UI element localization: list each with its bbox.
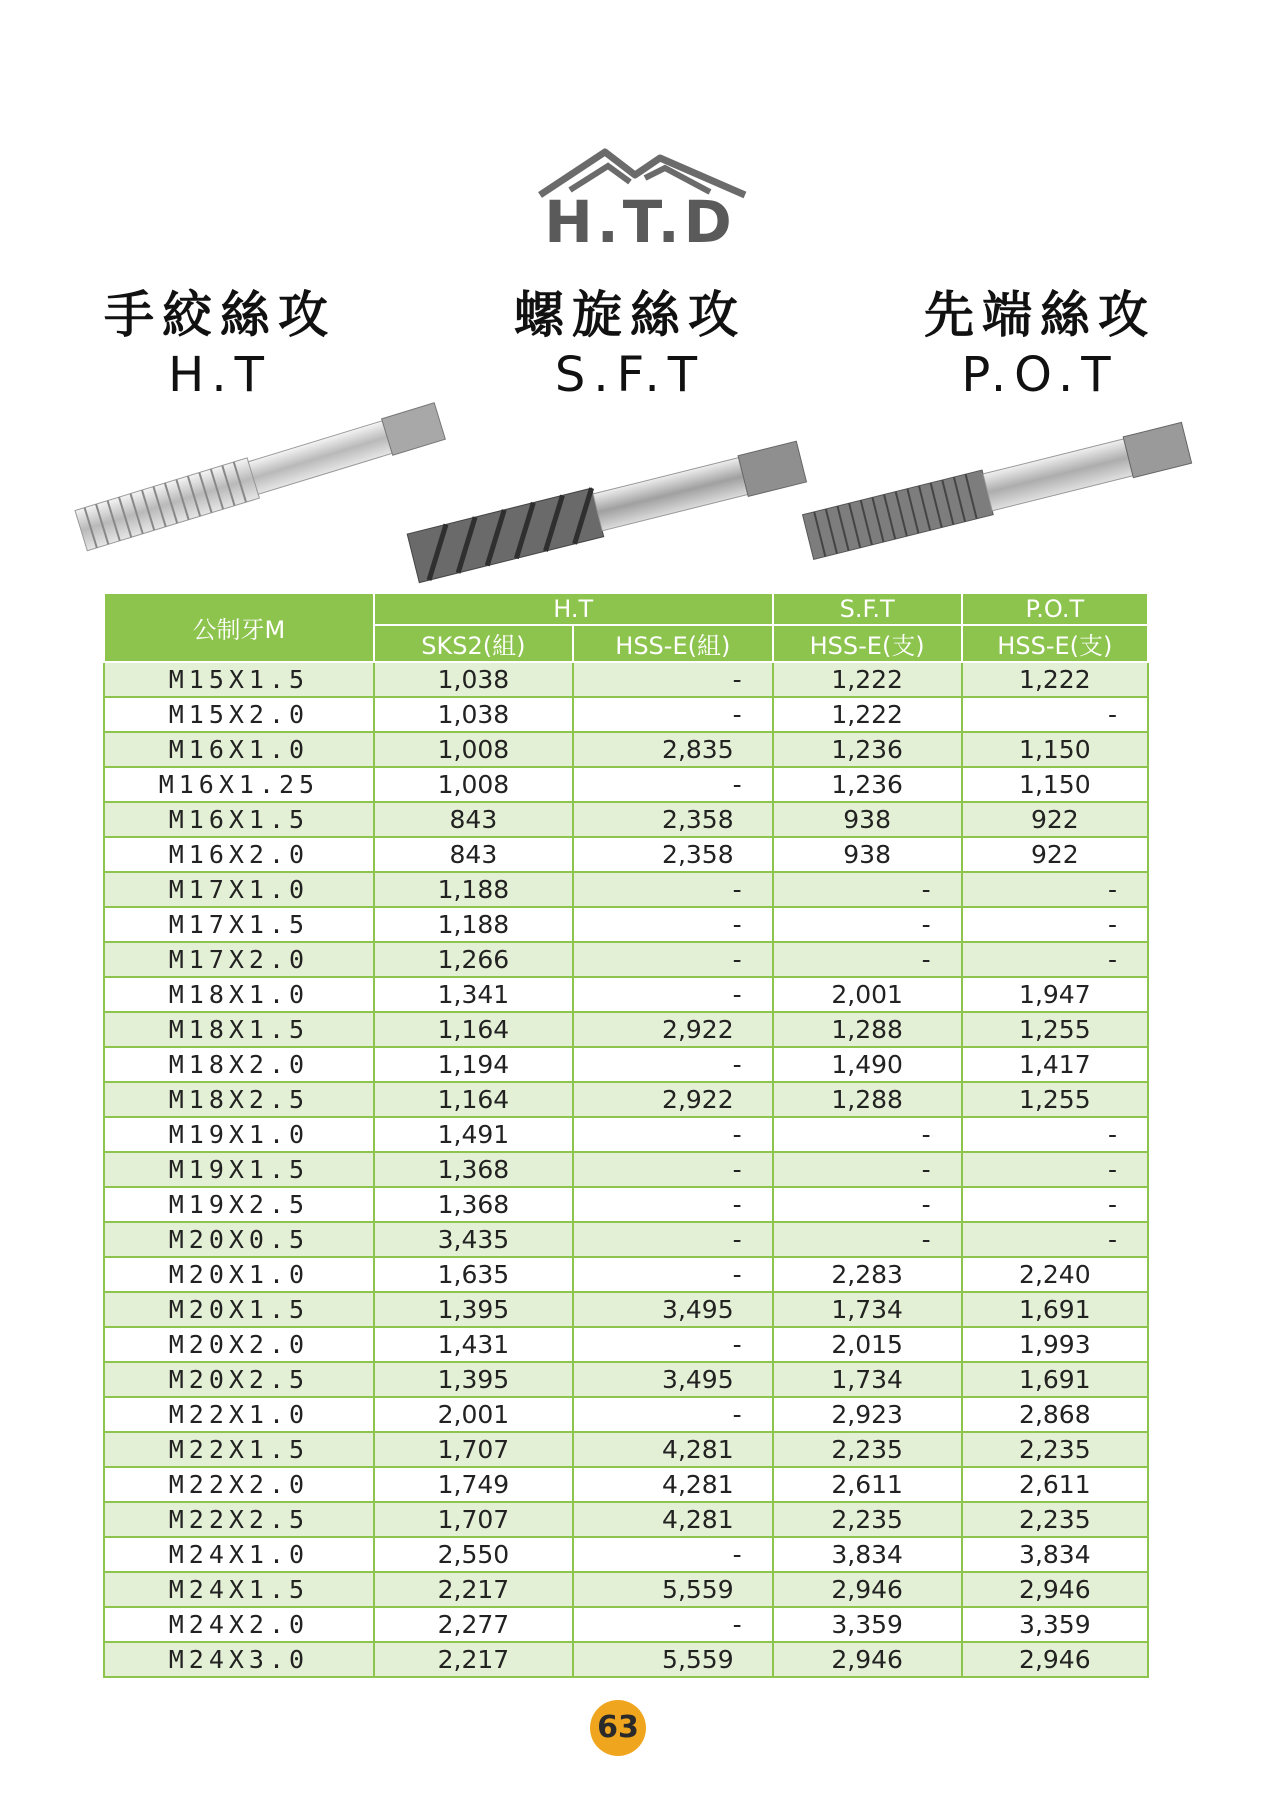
table-row [104, 872, 1148, 907]
table-row [104, 697, 1148, 732]
cell-pot-hss: 1,150 [962, 732, 1148, 767]
cell-size: M16X1.5 [104, 802, 374, 837]
cell-ht-sks2: 1,749 [374, 1467, 573, 1502]
cell-pot-hss: 1,417 [962, 1047, 1148, 1082]
product-heading-sft [480, 285, 780, 405]
table-row [104, 1537, 1148, 1572]
header-metric-size: 公制牙M [104, 593, 374, 662]
cell-pot-hss: 1,947 [962, 977, 1148, 1012]
cell-ht-hss: - [573, 1537, 773, 1572]
cell-ht-hss: 2,358 [573, 802, 773, 837]
cell-sft-hss: 2,015 [773, 1327, 962, 1362]
header-group-pot: P.O.T [962, 593, 1148, 625]
table-row [104, 1362, 1148, 1397]
cell-ht-hss: - [573, 1222, 773, 1257]
cell-sft-hss: 938 [773, 802, 962, 837]
cell-pot-hss: 1,691 [962, 1362, 1148, 1397]
cell-pot-hss: 2,868 [962, 1397, 1148, 1432]
cell-size: M15X2.0 [104, 697, 374, 732]
cell-ht-sks2: 1,266 [374, 942, 573, 977]
cell-ht-sks2: 1,164 [374, 1012, 573, 1047]
cell-ht-sks2: 2,217 [374, 1642, 573, 1677]
cell-ht-sks2: 1,038 [374, 697, 573, 732]
cell-pot-hss: - [962, 872, 1148, 907]
table-row [104, 802, 1148, 837]
product-name-zh: 手絞絲攻 [104, 286, 336, 344]
cell-size: M18X1.5 [104, 1012, 374, 1047]
cell-ht-sks2: 2,217 [374, 1572, 573, 1607]
cell-ht-sks2: 2,001 [374, 1397, 573, 1432]
cell-ht-hss: 5,559 [573, 1572, 773, 1607]
cell-ht-sks2: 3,435 [374, 1222, 573, 1257]
header-hss-set: HSS-E(組) [573, 625, 773, 662]
product-heading-pot [890, 285, 1190, 405]
price-table [103, 592, 1149, 1678]
point-tap-image [800, 390, 1200, 570]
cell-sft-hss: - [773, 1117, 962, 1152]
cell-pot-hss: 2,235 [962, 1432, 1148, 1467]
cell-ht-sks2: 1,164 [374, 1082, 573, 1117]
cell-pot-hss: 2,946 [962, 1642, 1148, 1677]
cell-ht-sks2: 2,277 [374, 1607, 573, 1642]
cell-ht-hss: 4,281 [573, 1502, 773, 1537]
brand-logo [520, 140, 760, 260]
cell-pot-hss: - [962, 942, 1148, 977]
cell-ht-hss: 2,922 [573, 1082, 773, 1117]
cell-sft-hss: 2,235 [773, 1502, 962, 1537]
cell-ht-hss: - [573, 1397, 773, 1432]
cell-size: M18X1.0 [104, 977, 374, 1012]
cell-size: M22X1.5 [104, 1432, 374, 1467]
cell-ht-sks2: 1,635 [374, 1257, 573, 1292]
table-row [104, 1572, 1148, 1607]
cell-ht-hss: 4,281 [573, 1467, 773, 1502]
cell-ht-sks2: 1,341 [374, 977, 573, 1012]
header-group-ht: H.T [374, 593, 773, 625]
cell-size: M22X2.5 [104, 1502, 374, 1537]
cell-size: M19X2.5 [104, 1187, 374, 1222]
table-row [104, 907, 1148, 942]
cell-ht-hss: - [573, 697, 773, 732]
cell-ht-hss: 3,495 [573, 1292, 773, 1327]
cell-sft-hss: 3,834 [773, 1537, 962, 1572]
cell-sft-hss: 938 [773, 837, 962, 872]
cell-pot-hss: 3,359 [962, 1607, 1148, 1642]
cell-ht-hss: - [573, 977, 773, 1012]
product-name-zh: 先端絲攻 [924, 286, 1156, 344]
cell-pot-hss: 1,255 [962, 1082, 1148, 1117]
cell-sft-hss: 3,359 [773, 1607, 962, 1642]
cell-ht-hss: - [573, 1117, 773, 1152]
cell-ht-hss: 3,495 [573, 1362, 773, 1397]
cell-pot-hss: 1,691 [962, 1292, 1148, 1327]
cell-ht-sks2: 1,368 [374, 1187, 573, 1222]
cell-ht-sks2: 1,491 [374, 1117, 573, 1152]
cell-sft-hss: 1,222 [773, 697, 962, 732]
cell-pot-hss: 2,235 [962, 1502, 1148, 1537]
product-code: H.T [168, 347, 272, 403]
cell-ht-hss: - [573, 872, 773, 907]
table-row [104, 1432, 1148, 1467]
table-row [104, 1152, 1148, 1187]
cell-pot-hss: - [962, 1117, 1148, 1152]
table-row [104, 1467, 1148, 1502]
table-body [104, 662, 1148, 1677]
header-group-sft: S.F.T [773, 593, 962, 625]
cell-sft-hss: - [773, 1187, 962, 1222]
cell-ht-hss: 5,559 [573, 1642, 773, 1677]
table-row [104, 732, 1148, 767]
table-row [104, 1047, 1148, 1082]
table-row [104, 662, 1148, 697]
cell-size: M20X1.5 [104, 1292, 374, 1327]
cell-pot-hss: - [962, 1152, 1148, 1187]
cell-ht-hss: - [573, 1152, 773, 1187]
cell-ht-sks2: 1,038 [374, 662, 573, 697]
table-row [104, 1222, 1148, 1257]
cell-size: M22X2.0 [104, 1467, 374, 1502]
cell-ht-hss: - [573, 907, 773, 942]
product-name-zh: 螺旋絲攻 [514, 286, 746, 344]
cell-ht-sks2: 1,008 [374, 767, 573, 802]
cell-pot-hss: 2,946 [962, 1572, 1148, 1607]
cell-ht-hss: - [573, 1607, 773, 1642]
cell-ht-hss: 2,922 [573, 1012, 773, 1047]
cell-size: M19X1.0 [104, 1117, 374, 1152]
cell-size: M16X1.0 [104, 732, 374, 767]
table-row [104, 942, 1148, 977]
cell-size: M17X1.0 [104, 872, 374, 907]
table-row [104, 1012, 1148, 1047]
cell-ht-sks2: 1,008 [374, 732, 573, 767]
cell-pot-hss: 3,834 [962, 1537, 1148, 1572]
table-row [104, 1292, 1148, 1327]
cell-pot-hss: 1,993 [962, 1327, 1148, 1362]
cell-ht-hss: - [573, 1327, 773, 1362]
table-row [104, 1502, 1148, 1537]
cell-size: M19X1.5 [104, 1152, 374, 1187]
cell-size: M22X1.0 [104, 1397, 374, 1432]
cell-size: M17X1.5 [104, 907, 374, 942]
cell-pot-hss: 2,240 [962, 1257, 1148, 1292]
cell-sft-hss: 1,288 [773, 1082, 962, 1117]
cell-ht-hss: - [573, 1187, 773, 1222]
cell-ht-sks2: 1,431 [374, 1327, 573, 1362]
cell-sft-hss: 1,490 [773, 1047, 962, 1082]
cell-sft-hss: - [773, 872, 962, 907]
cell-sft-hss: 2,611 [773, 1467, 962, 1502]
cell-size: M17X2.0 [104, 942, 374, 977]
cell-ht-sks2: 1,707 [374, 1432, 573, 1467]
cell-pot-hss: - [962, 1222, 1148, 1257]
cell-ht-sks2: 843 [374, 802, 573, 837]
cell-ht-hss: - [573, 942, 773, 977]
cell-pot-hss: - [962, 907, 1148, 942]
cell-size: M15X1.5 [104, 662, 374, 697]
cell-size: M18X2.5 [104, 1082, 374, 1117]
header-sks2: SKS2(組) [374, 625, 573, 662]
cell-size: M20X2.5 [104, 1362, 374, 1397]
cell-size: M16X1.25 [104, 767, 374, 802]
table-row [104, 1082, 1148, 1117]
cell-ht-sks2: 1,395 [374, 1362, 573, 1397]
cell-sft-hss: - [773, 1152, 962, 1187]
cell-ht-sks2: 2,550 [374, 1537, 573, 1572]
cell-sft-hss: 1,222 [773, 662, 962, 697]
header-hss-piece-sft: HSS-E(支) [773, 625, 962, 662]
table-row [104, 1327, 1148, 1362]
cell-size: M20X0.5 [104, 1222, 374, 1257]
page-number-badge: 63 [590, 1700, 646, 1756]
cell-pot-hss: 1,150 [962, 767, 1148, 802]
cell-sft-hss: - [773, 907, 962, 942]
cell-sft-hss: 1,734 [773, 1362, 962, 1397]
cell-sft-hss: 2,001 [773, 977, 962, 1012]
cell-pot-hss: - [962, 697, 1148, 732]
spiral-tap-image [405, 410, 815, 590]
cell-size: M20X1.0 [104, 1257, 374, 1292]
cell-ht-sks2: 1,188 [374, 907, 573, 942]
cell-ht-hss: 2,835 [573, 732, 773, 767]
cell-ht-sks2: 1,188 [374, 872, 573, 907]
cell-sft-hss: 1,236 [773, 732, 962, 767]
cell-ht-hss: - [573, 767, 773, 802]
table-row [104, 1397, 1148, 1432]
product-code: S.F.T [554, 347, 706, 403]
cell-ht-sks2: 1,707 [374, 1502, 573, 1537]
cell-sft-hss: 2,946 [773, 1642, 962, 1677]
table-row [104, 767, 1148, 802]
cell-pot-hss: 1,255 [962, 1012, 1148, 1047]
table-row [104, 837, 1148, 872]
cell-ht-hss: - [573, 1257, 773, 1292]
cell-size: M24X1.0 [104, 1537, 374, 1572]
logo-text: H.T.D [544, 188, 736, 256]
cell-ht-hss: - [573, 662, 773, 697]
cell-size: M18X2.0 [104, 1047, 374, 1082]
cell-pot-hss: - [962, 1187, 1148, 1222]
cell-sft-hss: 2,946 [773, 1572, 962, 1607]
cell-ht-sks2: 1,194 [374, 1047, 573, 1082]
cell-size: M20X2.0 [104, 1327, 374, 1362]
table-row [104, 1642, 1148, 1677]
cell-sft-hss: 1,236 [773, 767, 962, 802]
cell-pot-hss: 922 [962, 802, 1148, 837]
cell-size: M16X2.0 [104, 837, 374, 872]
cell-ht-hss: - [573, 1047, 773, 1082]
cell-ht-sks2: 1,368 [374, 1152, 573, 1187]
table-row [104, 1117, 1148, 1152]
cell-pot-hss: 1,222 [962, 662, 1148, 697]
cell-sft-hss: - [773, 1222, 962, 1257]
header-hss-piece-pot: HSS-E(支) [962, 625, 1148, 662]
table-header-row [104, 593, 1148, 625]
cell-sft-hss: 2,923 [773, 1397, 962, 1432]
cell-sft-hss: - [773, 942, 962, 977]
cell-sft-hss: 2,235 [773, 1432, 962, 1467]
cell-pot-hss: 2,611 [962, 1467, 1148, 1502]
table-row [104, 1187, 1148, 1222]
cell-sft-hss: 2,283 [773, 1257, 962, 1292]
cell-ht-sks2: 843 [374, 837, 573, 872]
cell-pot-hss: 922 [962, 837, 1148, 872]
cell-size: M24X2.0 [104, 1607, 374, 1642]
cell-ht-hss: 4,281 [573, 1432, 773, 1467]
cell-ht-sks2: 1,395 [374, 1292, 573, 1327]
table-row [104, 1607, 1148, 1642]
table-row [104, 1257, 1148, 1292]
cell-ht-hss: 2,358 [573, 837, 773, 872]
cell-size: M24X3.0 [104, 1642, 374, 1677]
cell-sft-hss: 1,734 [773, 1292, 962, 1327]
cell-size: M24X1.5 [104, 1572, 374, 1607]
table-row [104, 977, 1148, 1012]
cell-sft-hss: 1,288 [773, 1012, 962, 1047]
hand-tap-image [70, 375, 460, 555]
product-code: P.O.T [961, 347, 1119, 403]
